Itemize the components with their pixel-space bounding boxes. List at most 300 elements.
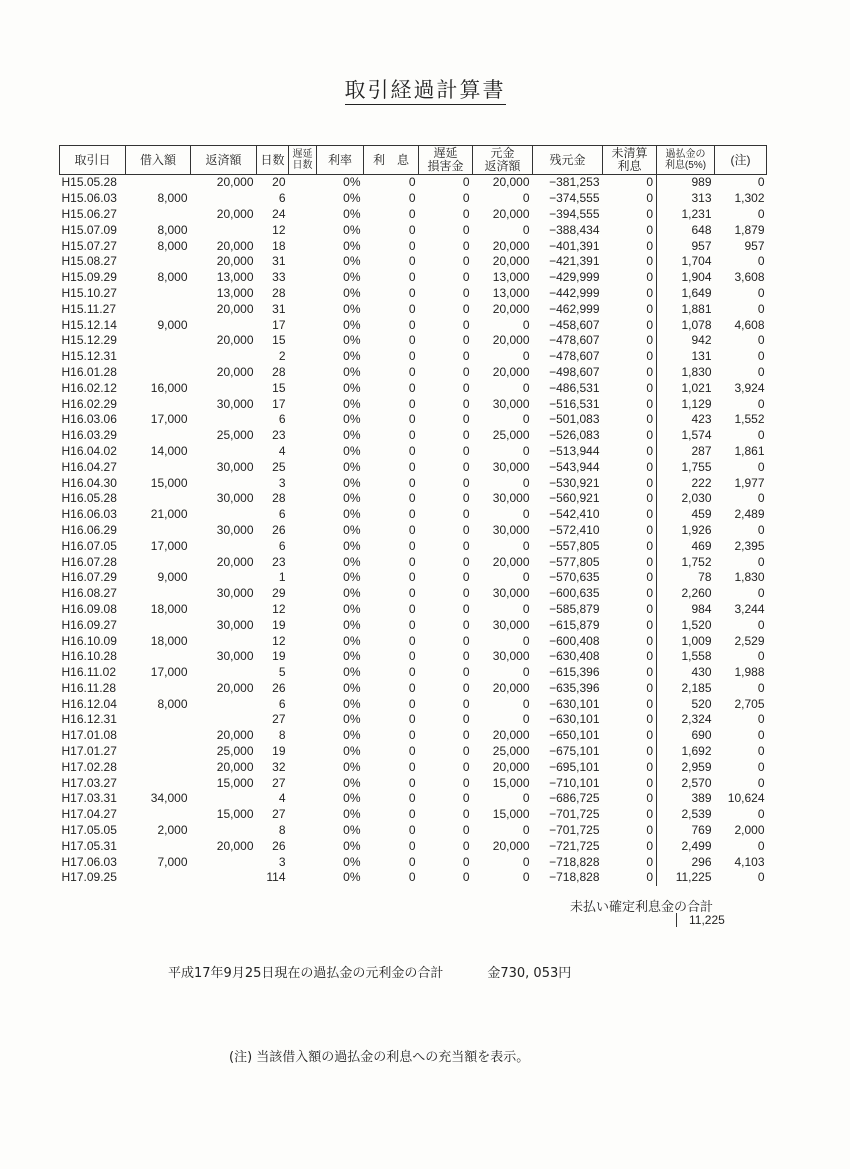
cell-note: 957 bbox=[744, 238, 765, 253]
cell-repaid: 30,000 bbox=[216, 586, 254, 601]
cell-delay-days bbox=[289, 207, 317, 223]
table-row bbox=[60, 617, 767, 633]
cell-principal-repaid: 0 bbox=[522, 507, 530, 522]
cell-unsettled-interest: 0 bbox=[603, 254, 657, 270]
table-row bbox=[60, 222, 767, 238]
cell-rate: 0% bbox=[343, 349, 361, 364]
cell-repaid: 20,000 bbox=[216, 838, 254, 853]
cell-note: 0 bbox=[757, 522, 765, 537]
cell-late-fee: 0 bbox=[462, 696, 470, 711]
cell-overpayment-interest: 957 bbox=[691, 238, 712, 253]
cell-delay-days bbox=[289, 365, 317, 381]
cell-late-fee: 0 bbox=[462, 570, 470, 585]
cell-note: 0 bbox=[757, 285, 765, 300]
cell-unsettled-interest: 0 bbox=[603, 270, 657, 286]
cell-days: 28 bbox=[272, 491, 286, 506]
cell-interest: 0 bbox=[408, 838, 416, 853]
cell-repaid bbox=[191, 222, 257, 238]
cell-late-fee: 0 bbox=[462, 428, 470, 443]
cell-borrowed: 2,000 bbox=[157, 823, 188, 838]
cell-delay-days bbox=[289, 222, 317, 238]
cell-borrowed bbox=[126, 744, 191, 760]
cell-delay-days bbox=[289, 191, 317, 207]
cell-days: 18 bbox=[272, 238, 286, 253]
cell-days: 2 bbox=[278, 349, 286, 364]
cell-late-fee: 0 bbox=[462, 728, 470, 743]
cell-days: 31 bbox=[272, 254, 286, 269]
cell-note: 0 bbox=[757, 649, 765, 664]
cell-repaid bbox=[191, 412, 257, 428]
cell-delay-days bbox=[289, 238, 317, 254]
cell-borrowed bbox=[126, 728, 191, 744]
cell-date: H16.11.02 bbox=[61, 665, 116, 680]
cell-note: 3,608 bbox=[734, 270, 765, 285]
cell-principal-repaid: 0 bbox=[522, 696, 530, 711]
cell-overpayment-interest: 423 bbox=[691, 412, 712, 427]
cell-days: 26 bbox=[272, 522, 286, 537]
cell-principal-repaid: 20,000 bbox=[492, 206, 530, 221]
cell-rate: 0% bbox=[343, 191, 361, 206]
cell-date: H16.03.29 bbox=[61, 428, 117, 443]
cell-date: H15.08.27 bbox=[61, 254, 117, 269]
cell-date: H17.01.08 bbox=[61, 728, 117, 743]
cell-delay-days bbox=[289, 570, 317, 586]
cell-unsettled-interest: 0 bbox=[603, 744, 657, 760]
cell-rate: 0% bbox=[343, 838, 361, 853]
cell-unsettled-interest: 0 bbox=[603, 854, 657, 870]
cell-unsettled-interest: 0 bbox=[603, 301, 657, 317]
cell-unsettled-interest: 0 bbox=[603, 475, 657, 491]
cell-delay-days bbox=[289, 633, 317, 649]
cell-principal-repaid: 0 bbox=[522, 380, 530, 395]
cell-delay-days bbox=[289, 444, 317, 460]
cell-unsettled-interest: 0 bbox=[603, 681, 657, 697]
cell-principal-repaid: 0 bbox=[522, 570, 530, 585]
cell-borrowed bbox=[126, 807, 191, 823]
cell-rate: 0% bbox=[343, 586, 361, 601]
cell-delay-days bbox=[289, 507, 317, 523]
cell-note: 1,552 bbox=[734, 412, 765, 427]
cell-principal-repaid: 0 bbox=[522, 412, 530, 427]
cell-note: 0 bbox=[757, 175, 765, 190]
cell-late-fee: 0 bbox=[462, 191, 470, 206]
cell-remaining-principal: −585,879 bbox=[549, 601, 600, 616]
cell-days: 3 bbox=[278, 854, 286, 869]
cell-remaining-principal: −615,879 bbox=[549, 617, 600, 632]
cell-delay-days bbox=[289, 807, 317, 823]
cell-note: 0 bbox=[757, 838, 765, 853]
table-row bbox=[60, 759, 767, 775]
cell-delay-days bbox=[289, 602, 317, 618]
cell-unsettled-interest: 0 bbox=[603, 807, 657, 823]
cell-days: 6 bbox=[278, 507, 286, 522]
transaction-ledger-table bbox=[59, 145, 767, 886]
table-row bbox=[60, 775, 767, 791]
cell-overpayment-interest: 313 bbox=[691, 191, 712, 206]
cell-late-fee: 0 bbox=[462, 285, 470, 300]
cell-borrowed bbox=[126, 775, 191, 791]
cell-repaid bbox=[191, 349, 257, 365]
cell-remaining-principal: −526,083 bbox=[549, 428, 600, 443]
table-row bbox=[60, 791, 767, 807]
cell-remaining-principal: −701,725 bbox=[549, 807, 600, 822]
cell-delay-days bbox=[289, 791, 317, 807]
cell-note: 0 bbox=[757, 206, 765, 221]
cell-late-fee: 0 bbox=[462, 538, 470, 553]
cell-borrowed bbox=[126, 365, 191, 381]
cell-borrowed bbox=[126, 523, 191, 539]
summary-amount: 金730, 053円 bbox=[487, 966, 572, 981]
cell-days: 5 bbox=[278, 665, 286, 680]
cell-late-fee: 0 bbox=[462, 238, 470, 253]
cell-borrowed: 7,000 bbox=[157, 854, 188, 869]
cell-late-fee: 0 bbox=[462, 633, 470, 648]
cell-unsettled-interest: 0 bbox=[603, 665, 657, 681]
cell-delay-days bbox=[289, 333, 317, 349]
cell-unsettled-interest: 0 bbox=[603, 696, 657, 712]
cell-borrowed bbox=[126, 175, 191, 191]
column-header: 遅延 損害金 bbox=[419, 146, 473, 175]
table-row bbox=[60, 870, 767, 886]
cell-date: H15.09.29 bbox=[61, 270, 117, 285]
cell-late-fee: 0 bbox=[462, 791, 470, 806]
cell-remaining-principal: −442,999 bbox=[549, 285, 600, 300]
cell-days: 6 bbox=[278, 538, 286, 553]
cell-principal-repaid: 20,000 bbox=[492, 680, 530, 695]
cell-unsettled-interest: 0 bbox=[603, 428, 657, 444]
cell-delay-days bbox=[289, 491, 317, 507]
cell-unsettled-interest: 0 bbox=[603, 286, 657, 302]
cell-borrowed: 8,000 bbox=[157, 696, 188, 711]
cell-days: 27 bbox=[272, 712, 286, 727]
cell-late-fee: 0 bbox=[462, 665, 470, 680]
cell-delay-days bbox=[289, 696, 317, 712]
table-row bbox=[60, 554, 767, 570]
cell-remaining-principal: −600,408 bbox=[549, 633, 600, 648]
cell-overpayment-interest: 1,078 bbox=[681, 317, 712, 332]
cell-interest: 0 bbox=[408, 317, 416, 332]
cell-delay-days bbox=[289, 380, 317, 396]
cell-late-fee: 0 bbox=[462, 601, 470, 616]
cell-unsettled-interest: 0 bbox=[603, 775, 657, 791]
cell-delay-days bbox=[289, 523, 317, 539]
cell-unsettled-interest: 0 bbox=[603, 349, 657, 365]
cell-date: H17.02.28 bbox=[61, 759, 117, 774]
cell-repaid: 30,000 bbox=[216, 617, 254, 632]
cell-unsettled-interest: 0 bbox=[603, 791, 657, 807]
cell-days: 17 bbox=[272, 396, 286, 411]
cell-interest: 0 bbox=[408, 270, 416, 285]
cell-late-fee: 0 bbox=[462, 586, 470, 601]
cell-borrowed: 14,000 bbox=[150, 443, 188, 458]
table-row bbox=[60, 349, 767, 365]
cell-date: H15.12.31 bbox=[61, 349, 117, 364]
cell-borrowed bbox=[126, 617, 191, 633]
cell-repaid bbox=[191, 538, 257, 554]
cell-delay-days bbox=[289, 349, 317, 365]
cell-days: 32 bbox=[272, 759, 286, 774]
cell-days: 15 bbox=[272, 333, 286, 348]
cell-principal-repaid: 0 bbox=[522, 712, 530, 727]
cell-late-fee: 0 bbox=[462, 396, 470, 411]
cell-remaining-principal: −374,555 bbox=[549, 191, 600, 206]
cell-interest: 0 bbox=[408, 175, 416, 190]
cell-principal-repaid: 20,000 bbox=[492, 333, 530, 348]
table-row bbox=[60, 475, 767, 491]
cell-borrowed: 17,000 bbox=[150, 665, 188, 680]
cell-rate: 0% bbox=[343, 285, 361, 300]
cell-days: 29 bbox=[272, 586, 286, 601]
cell-rate: 0% bbox=[343, 791, 361, 806]
cell-unsettled-interest: 0 bbox=[603, 333, 657, 349]
cell-date: H16.07.05 bbox=[61, 538, 117, 553]
cell-repaid: 30,000 bbox=[216, 396, 254, 411]
cell-unsettled-interest: 0 bbox=[603, 507, 657, 523]
cell-date: H16.09.08 bbox=[61, 601, 117, 616]
cell-delay-days bbox=[289, 759, 317, 775]
cell-principal-repaid: 0 bbox=[522, 349, 530, 364]
cell-remaining-principal: −478,607 bbox=[549, 333, 600, 348]
cell-interest: 0 bbox=[408, 301, 416, 316]
table-row bbox=[60, 444, 767, 460]
table-row bbox=[60, 665, 767, 681]
table-row bbox=[60, 807, 767, 823]
cell-repaid bbox=[191, 507, 257, 523]
cell-principal-repaid: 0 bbox=[522, 222, 530, 237]
cell-overpayment-interest: 942 bbox=[691, 333, 712, 348]
cell-rate: 0% bbox=[343, 633, 361, 648]
cell-note: 4,103 bbox=[734, 854, 765, 869]
cell-delay-days bbox=[289, 617, 317, 633]
cell-delay-days bbox=[289, 412, 317, 428]
cell-repaid: 20,000 bbox=[216, 680, 254, 695]
cell-note: 0 bbox=[757, 364, 765, 379]
cell-interest: 0 bbox=[408, 696, 416, 711]
cell-principal-repaid: 20,000 bbox=[492, 301, 530, 316]
cell-repaid bbox=[191, 791, 257, 807]
cell-interest: 0 bbox=[408, 633, 416, 648]
column-header: 返済額 bbox=[191, 146, 257, 175]
cell-unsettled-interest: 0 bbox=[603, 491, 657, 507]
cell-note: 2,395 bbox=[734, 538, 765, 553]
cell-days: 26 bbox=[272, 838, 286, 853]
cell-days: 12 bbox=[272, 633, 286, 648]
cell-remaining-principal: −458,607 bbox=[549, 317, 600, 332]
cell-date: H16.04.27 bbox=[61, 459, 117, 474]
cell-delay-days bbox=[289, 649, 317, 665]
cell-note: 0 bbox=[757, 301, 765, 316]
cell-overpayment-interest: 2,570 bbox=[681, 775, 712, 790]
cell-borrowed bbox=[126, 396, 191, 412]
cell-rate: 0% bbox=[343, 333, 361, 348]
cell-repaid: 20,000 bbox=[216, 238, 254, 253]
cell-late-fee: 0 bbox=[462, 680, 470, 695]
column-header: 元金 返済額 bbox=[473, 146, 533, 175]
table-row bbox=[60, 570, 767, 586]
table-row bbox=[60, 254, 767, 270]
cell-remaining-principal: −462,999 bbox=[549, 301, 600, 316]
cell-repaid: 20,000 bbox=[216, 175, 254, 190]
cell-interest: 0 bbox=[408, 396, 416, 411]
page-title bbox=[0, 74, 850, 104]
cell-date: H16.10.28 bbox=[61, 649, 117, 664]
cell-unsettled-interest: 0 bbox=[603, 728, 657, 744]
cell-borrowed bbox=[126, 459, 191, 475]
cell-borrowed bbox=[126, 838, 191, 854]
cell-unsettled-interest: 0 bbox=[603, 523, 657, 539]
cell-borrowed: 15,000 bbox=[150, 475, 188, 490]
cell-interest: 0 bbox=[408, 617, 416, 632]
cell-note: 3,924 bbox=[734, 380, 765, 395]
cell-days: 12 bbox=[272, 222, 286, 237]
cell-rate: 0% bbox=[343, 301, 361, 316]
cell-overpayment-interest: 459 bbox=[691, 507, 712, 522]
cell-borrowed: 18,000 bbox=[150, 601, 188, 616]
cell-repaid bbox=[191, 854, 257, 870]
cell-interest: 0 bbox=[408, 238, 416, 253]
cell-delay-days bbox=[289, 317, 317, 333]
cell-remaining-principal: −710,101 bbox=[549, 775, 600, 790]
cell-repaid: 30,000 bbox=[216, 522, 254, 537]
cell-late-fee: 0 bbox=[462, 459, 470, 474]
cell-interest: 0 bbox=[408, 712, 416, 727]
column-header: 利 息 bbox=[364, 146, 419, 175]
cell-unsettled-interest: 0 bbox=[603, 396, 657, 412]
cell-date: H16.04.30 bbox=[61, 475, 117, 490]
cell-date: H16.07.28 bbox=[61, 554, 117, 569]
cell-remaining-principal: −557,805 bbox=[549, 538, 600, 553]
cell-days: 24 bbox=[272, 206, 286, 221]
column-header: 借入額 bbox=[126, 146, 191, 175]
cell-rate: 0% bbox=[343, 507, 361, 522]
column-header: 取引日 bbox=[60, 146, 126, 175]
cell-overpayment-interest: 78 bbox=[698, 570, 712, 585]
cell-unsettled-interest: 0 bbox=[603, 222, 657, 238]
table-row bbox=[60, 523, 767, 539]
cell-principal-repaid: 0 bbox=[522, 823, 530, 838]
cell-unsettled-interest: 0 bbox=[603, 870, 657, 886]
cell-late-fee: 0 bbox=[462, 775, 470, 790]
cell-rate: 0% bbox=[343, 554, 361, 569]
table-row bbox=[60, 207, 767, 223]
table-row bbox=[60, 681, 767, 697]
cell-borrowed: 8,000 bbox=[157, 222, 188, 237]
cell-overpayment-interest: 2,324 bbox=[681, 712, 712, 727]
cell-late-fee: 0 bbox=[462, 870, 470, 885]
cell-days: 6 bbox=[278, 191, 286, 206]
cell-repaid: 30,000 bbox=[216, 649, 254, 664]
cell-rate: 0% bbox=[343, 728, 361, 743]
cell-remaining-principal: −543,944 bbox=[549, 459, 600, 474]
cell-days: 4 bbox=[278, 791, 286, 806]
cell-overpayment-interest: 690 bbox=[691, 728, 712, 743]
cell-principal-repaid: 20,000 bbox=[492, 728, 530, 743]
cell-days: 4 bbox=[278, 443, 286, 458]
cell-late-fee: 0 bbox=[462, 823, 470, 838]
cell-repaid: 15,000 bbox=[216, 807, 254, 822]
cell-repaid bbox=[191, 823, 257, 839]
cell-rate: 0% bbox=[343, 570, 361, 585]
cell-unsettled-interest: 0 bbox=[603, 538, 657, 554]
cell-rate: 0% bbox=[343, 270, 361, 285]
cell-repaid bbox=[191, 665, 257, 681]
cell-remaining-principal: −516,531 bbox=[549, 396, 600, 411]
cell-interest: 0 bbox=[408, 254, 416, 269]
cell-remaining-principal: −401,391 bbox=[549, 238, 600, 253]
cell-rate: 0% bbox=[343, 538, 361, 553]
cell-remaining-principal: −630,101 bbox=[549, 696, 600, 711]
cell-days: 25 bbox=[272, 459, 286, 474]
table-row bbox=[60, 838, 767, 854]
cell-borrowed bbox=[126, 586, 191, 602]
cell-principal-repaid: 30,000 bbox=[492, 459, 530, 474]
cell-overpayment-interest: 296 bbox=[691, 854, 712, 869]
cell-late-fee: 0 bbox=[462, 838, 470, 853]
cell-note: 0 bbox=[757, 680, 765, 695]
cell-date: H16.10.09 bbox=[61, 633, 117, 648]
cell-late-fee: 0 bbox=[462, 317, 470, 332]
cell-date: H16.12.31 bbox=[61, 712, 117, 727]
cell-delay-days bbox=[289, 854, 317, 870]
cell-principal-repaid: 0 bbox=[522, 601, 530, 616]
cell-unsettled-interest: 0 bbox=[603, 633, 657, 649]
cell-principal-repaid: 30,000 bbox=[492, 396, 530, 411]
cell-interest: 0 bbox=[408, 206, 416, 221]
cell-late-fee: 0 bbox=[462, 349, 470, 364]
cell-overpayment-interest: 131 bbox=[691, 349, 712, 364]
cell-overpayment-interest: 2,539 bbox=[681, 807, 712, 822]
cell-repaid: 20,000 bbox=[216, 301, 254, 316]
cell-interest: 0 bbox=[408, 443, 416, 458]
cell-rate: 0% bbox=[343, 665, 361, 680]
cell-date: H16.09.27 bbox=[61, 617, 117, 632]
cell-overpayment-interest: 1,904 bbox=[681, 270, 712, 285]
cell-overpayment-interest: 2,499 bbox=[681, 838, 712, 853]
cell-note: 1,977 bbox=[734, 475, 765, 490]
cell-rate: 0% bbox=[343, 412, 361, 427]
cell-borrowed: 34,000 bbox=[150, 791, 188, 806]
cell-interest: 0 bbox=[408, 222, 416, 237]
cell-interest: 0 bbox=[408, 475, 416, 490]
table-row bbox=[60, 459, 767, 475]
cell-days: 28 bbox=[272, 285, 286, 300]
cell-note: 0 bbox=[757, 586, 765, 601]
cell-date: H17.03.27 bbox=[61, 775, 117, 790]
cell-rate: 0% bbox=[343, 396, 361, 411]
cell-repaid bbox=[191, 317, 257, 333]
cell-repaid bbox=[191, 712, 257, 728]
cell-rate: 0% bbox=[343, 254, 361, 269]
cell-unsettled-interest: 0 bbox=[603, 175, 657, 191]
cell-delay-days bbox=[289, 744, 317, 760]
cell-rate: 0% bbox=[343, 443, 361, 458]
cell-unsettled-interest: 0 bbox=[603, 317, 657, 333]
table-row bbox=[60, 823, 767, 839]
cell-rate: 0% bbox=[343, 475, 361, 490]
cell-rate: 0% bbox=[343, 428, 361, 443]
cell-note: 0 bbox=[757, 254, 765, 269]
cell-late-fee: 0 bbox=[462, 759, 470, 774]
cell-interest: 0 bbox=[408, 570, 416, 585]
cell-late-fee: 0 bbox=[462, 475, 470, 490]
cell-date: H17.05.31 bbox=[61, 838, 117, 853]
cell-late-fee: 0 bbox=[462, 617, 470, 632]
unpaid-interest-total-label: 未払い確定利息金の合計 bbox=[570, 900, 714, 915]
cell-date: H15.12.14 bbox=[61, 317, 117, 332]
cell-days: 8 bbox=[278, 728, 286, 743]
cell-late-fee: 0 bbox=[462, 744, 470, 759]
cell-principal-repaid: 20,000 bbox=[492, 238, 530, 253]
